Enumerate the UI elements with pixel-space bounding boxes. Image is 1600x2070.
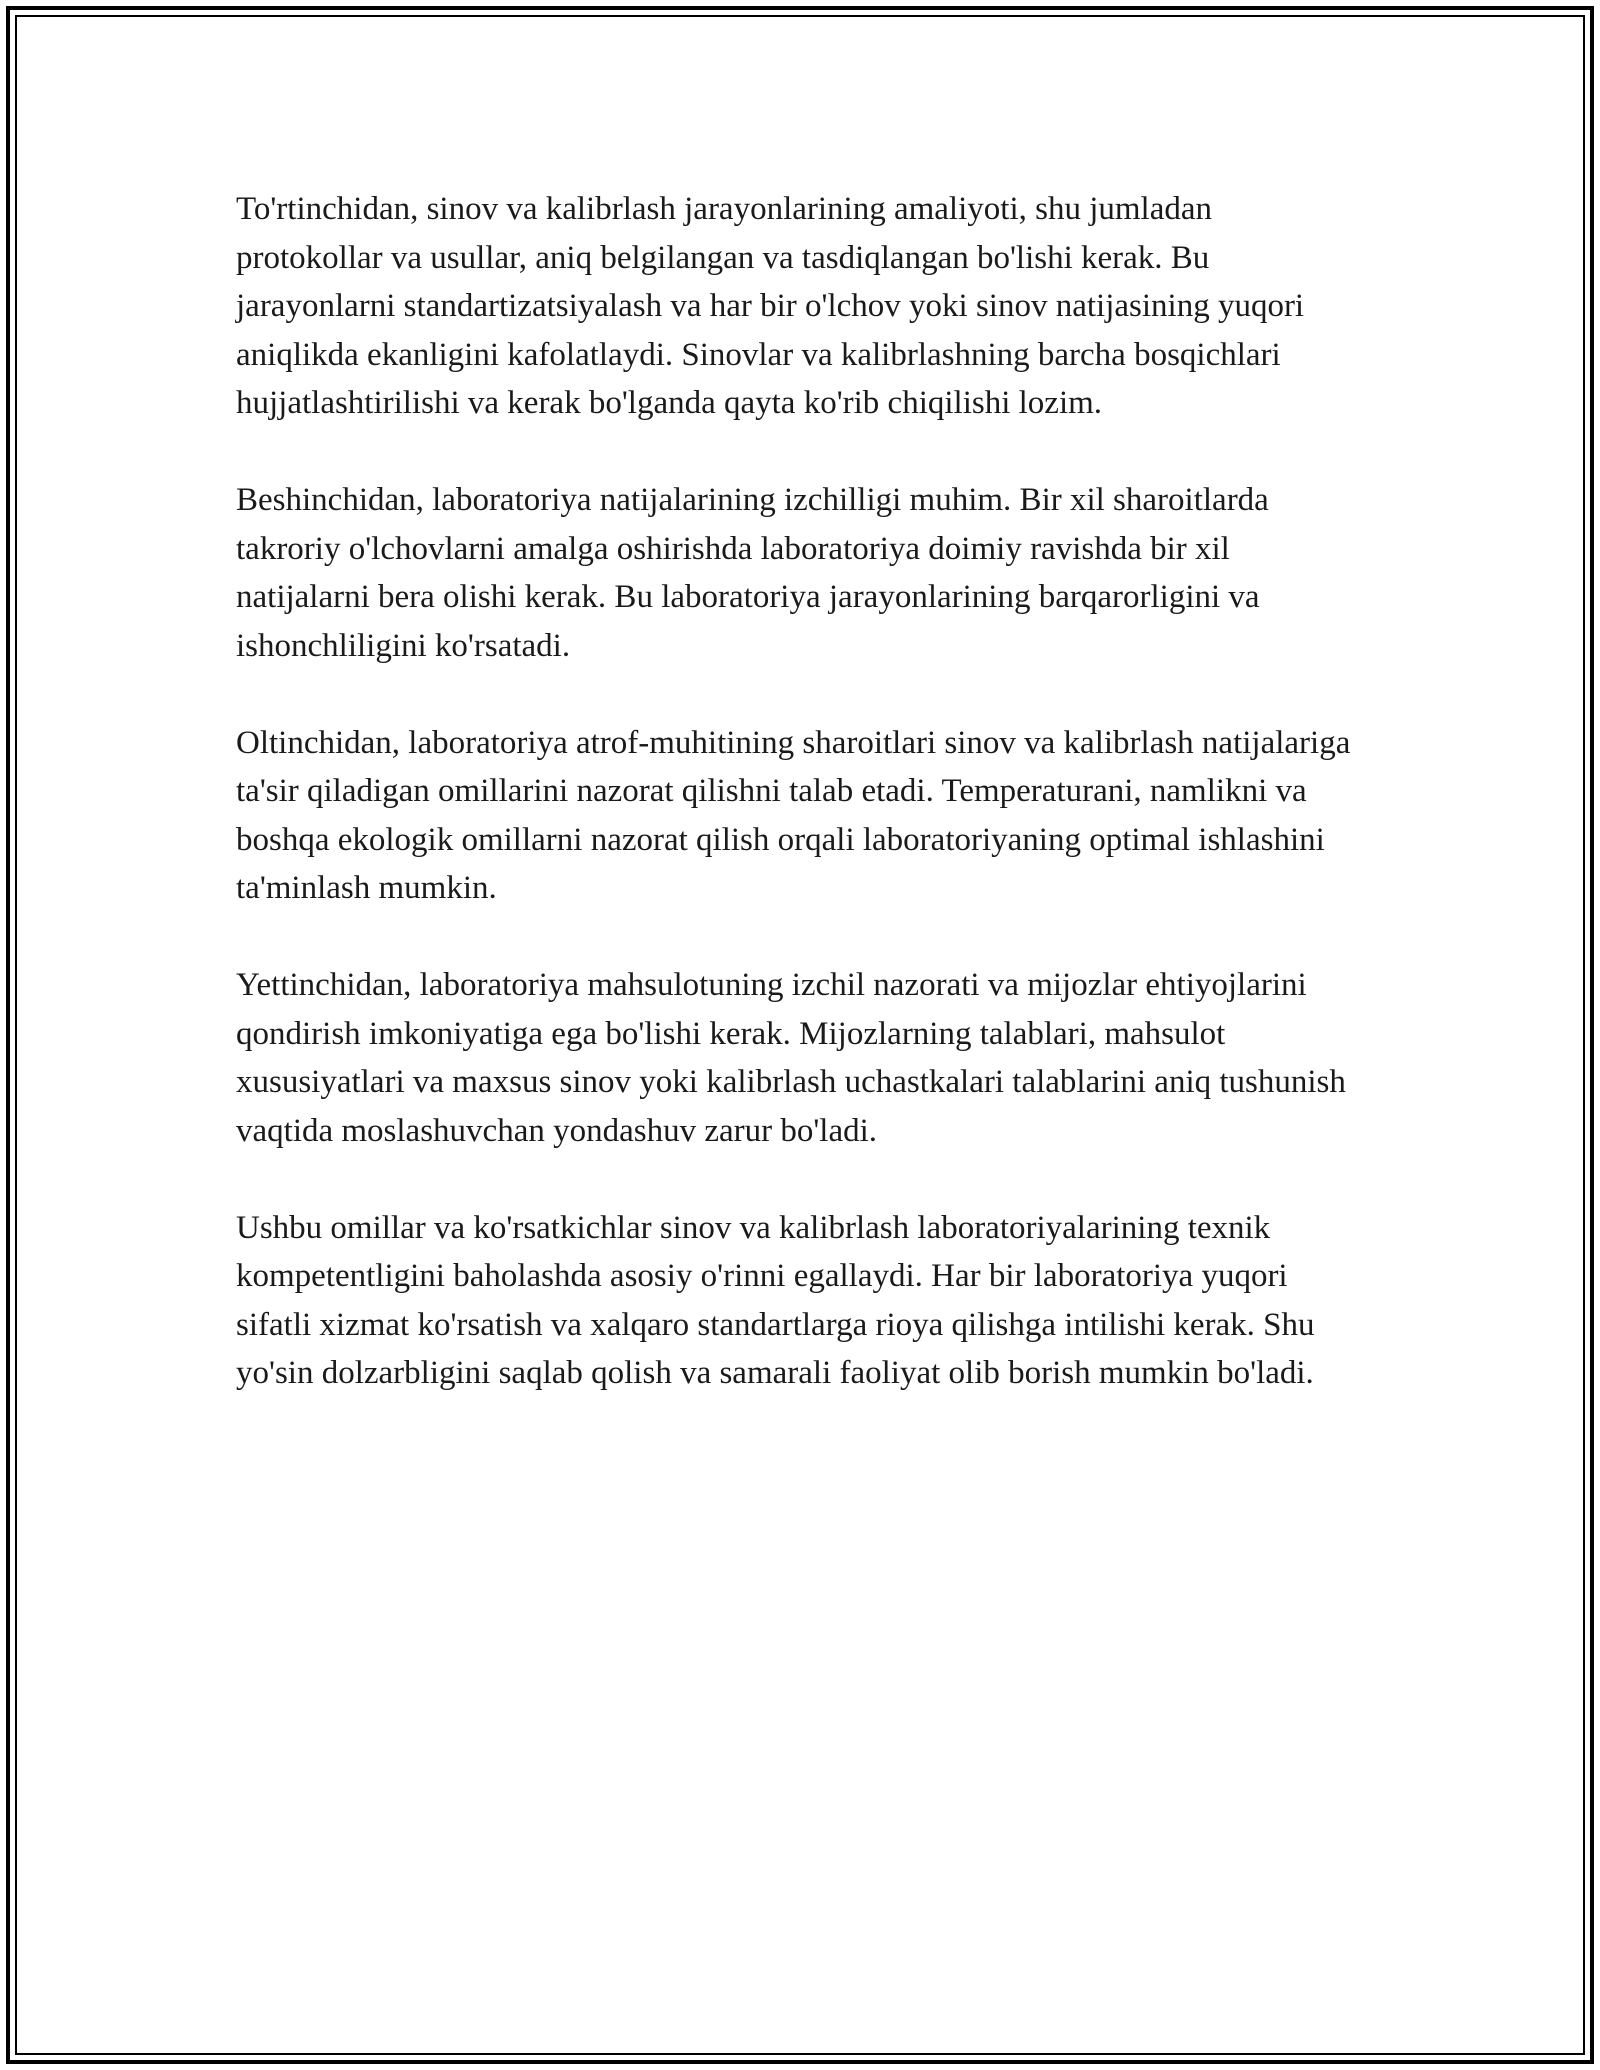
paragraph-seventh: Yettinchidan, laboratoriya mahsulotuning izchil nazorati va mijozlar ehtiyojlarini qondirish imkoniyatiga ega bo'lishi kerak. Mijozlarning talablari, mahsulot xususiyatlari va maxsus sinov yoki kalibrlash uchastkalari talablarini aniq tushunish vaqtida moslashuvchan yondashuv zarur bo'ladi.	[236, 967, 1346, 1149]
document-body	[236, 185, 1366, 1398]
paragraph-conclusion: Ushbu omillar va ko'rsatkichlar sinov va kalibrlash laboratoriyalarining texnik kompetentligini baholashda asosiy o'rinni egallaydi. Har bir laboratoriya yuqori sifatli xizmat ko'rsatish va xalqaro standartlarga rioya qilishga intilishi kerak. Shu yo'sin dolzarbligini saqlab qolish va samarali faoliyat olib borish mumkin bo'ladi.	[236, 1209, 1315, 1391]
paragraph-sixth: Oltinchidan, laboratoriya atrof-muhitining sharoitlari sinov va kalibrlash natijalariga ta'sir qiladigan omillarini nazorat qilishni talab etadi. Temperaturani, namlikni va boshqa ekologik omillarni nazorat qilish orqali laboratoriyaning optimal ishlashini ta'minlash mumkin.	[236, 724, 1351, 906]
paragraph-fourth: To'rtinchidan, sinov va kalibrlash jarayonlarining amaliyoti, shu jumladan protokollar va usullar, aniq belgilangan va tasdiqlangan bo'lishi kerak. Bu jarayonlarni standartizatsiyalash va har bir o'lchov yoki sinov natijasining yuqori aniqlikda ekanligini kafolatlaydi. Sinovlar va kalibrlashning barcha bosqichlari hujjatlashtirilishi va kerak bo'lganda qayta ko'rib chiqilishi lozim.	[236, 191, 1305, 421]
paragraph-fifth: Beshinchidan, laboratoriya natijalarining izchilligi muhim. Bir xil sharoitlarda takroriy o'lchovlarni amalga oshirishda laboratoriya doimiy ravishda bir xil natijalarni bera olishi kerak. Bu laboratoriya jarayonlarining barqarorligini va ishonchliligini ko'rsatadi.	[236, 482, 1269, 664]
